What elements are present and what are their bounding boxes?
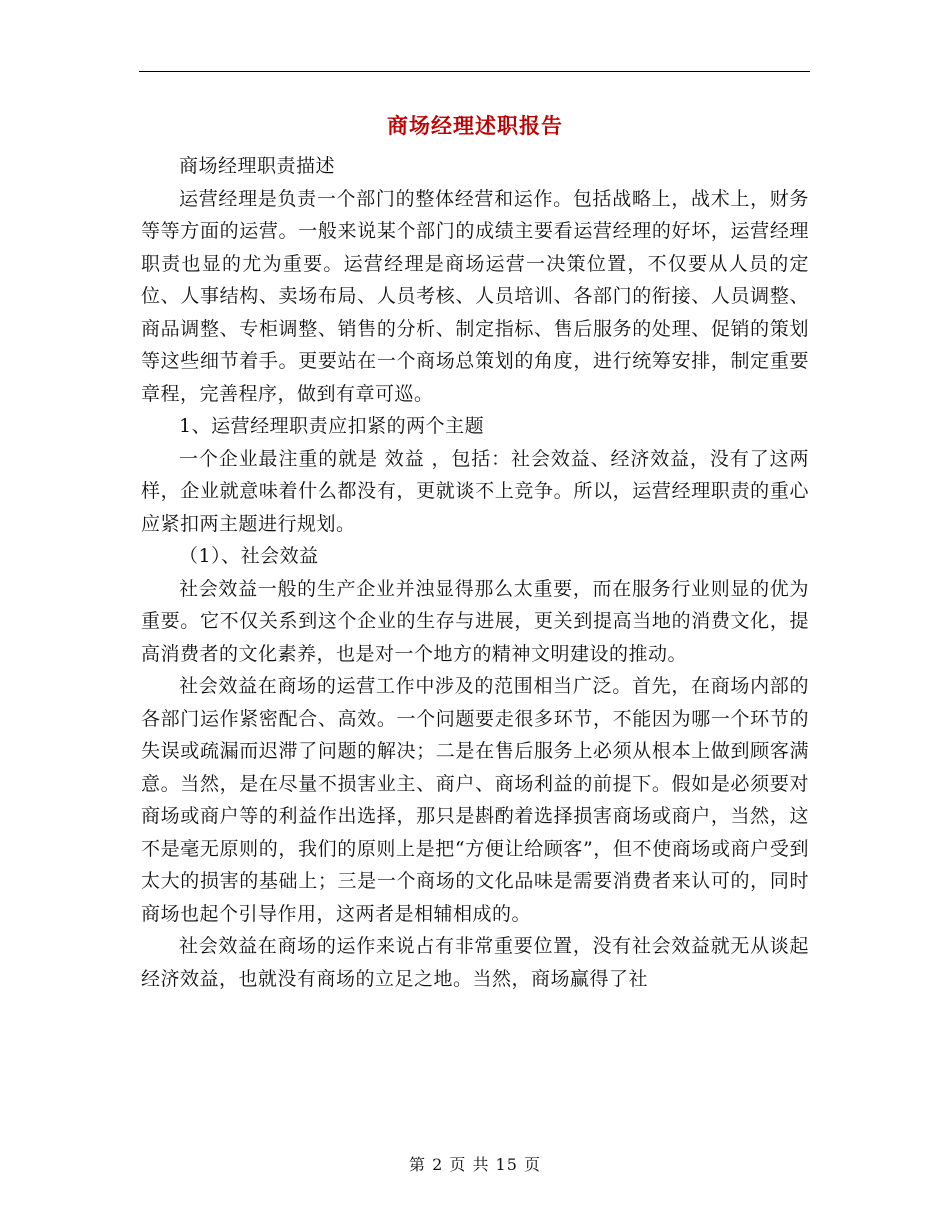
page-number: 第 2 页 共 15 页 (409, 1155, 541, 1174)
document-body (141, 150, 809, 995)
section-heading: 1、运营经理职责应扣紧的两个主题 (179, 415, 485, 437)
body-paragraph: 社会效益一般的生产企业并浊显得那么太重要，而在服务行业则显的优为重要。它不仅关系到这个企业的生存与进展，更关到提高当地的消费文化，提高消费者的文化素养，也是对一个地方的精神文明建设的推动。 (141, 577, 809, 665)
body-paragraph: 一个企业最注重的就是 效益 ，包括：社会效益、经济效益，没有了这两样，企业就意味着什么都没有，更就谈不上竞争。所以，运营经理职责的重心应紧扣两主题进行规划。 (141, 447, 809, 535)
header-rule (139, 71, 810, 72)
body-paragraph: 运营经理是负责一个部门的整体经营和运作。包括战略上，战术上，财务等等方面的运营。一般来说某个部门的成绩主要看运营经理的好坏，运营经理职责也显的尤为重要。运营经理是商场运营一决策位置，不仅要从人员的定位、人事结构、卖场布局、人员考核、人员培训、各部门的衔接、人员调整、商品调整、专柜调整、销售的分析、制定指标、售后服务的处理、促销的策划等这些细节着手。更要站在一个商场总策划的角度，进行统筹安排，制定重要章程，完善程序，做到有章可巡。 (141, 187, 809, 405)
subsection-heading: （1）、社会效益 (179, 545, 319, 567)
document-title: 商场经理述职报告 (387, 113, 563, 138)
body-paragraph: 社会效益在商场的运作来说占有非常重要位置，没有社会效益就无从谈起经济效益，也就没有商场的立足之地。当然，商场赢得了社 (141, 935, 809, 990)
section-heading: 商场经理职责描述 (179, 155, 336, 177)
body-paragraph: 社会效益在商场的运营工作中涉及的范围相当广泛。首先，在商场内部的各部门运作紧密配合、高效。一个问题要走很多环节，不能因为哪一个环节的失误或疏漏而迟滞了问题的解决；二是在售后服务上必须从根本上做到顾客满意。当然，是在尽量不损害业主、商户、商场利益的前提下。假如是必须要对商场或商户等的利益作出选择，那只是斟酌着选择损害商场或商户，当然，这不是毫无原则的，我们的原则上是把“方便让给顾客”，但不使商场或商户受到太大的损害的基础上；三是一个商场的文化品味是需要消费者来认可的，同时商场也起个引导作用，这两者是相辅相成的。 (141, 675, 809, 925)
